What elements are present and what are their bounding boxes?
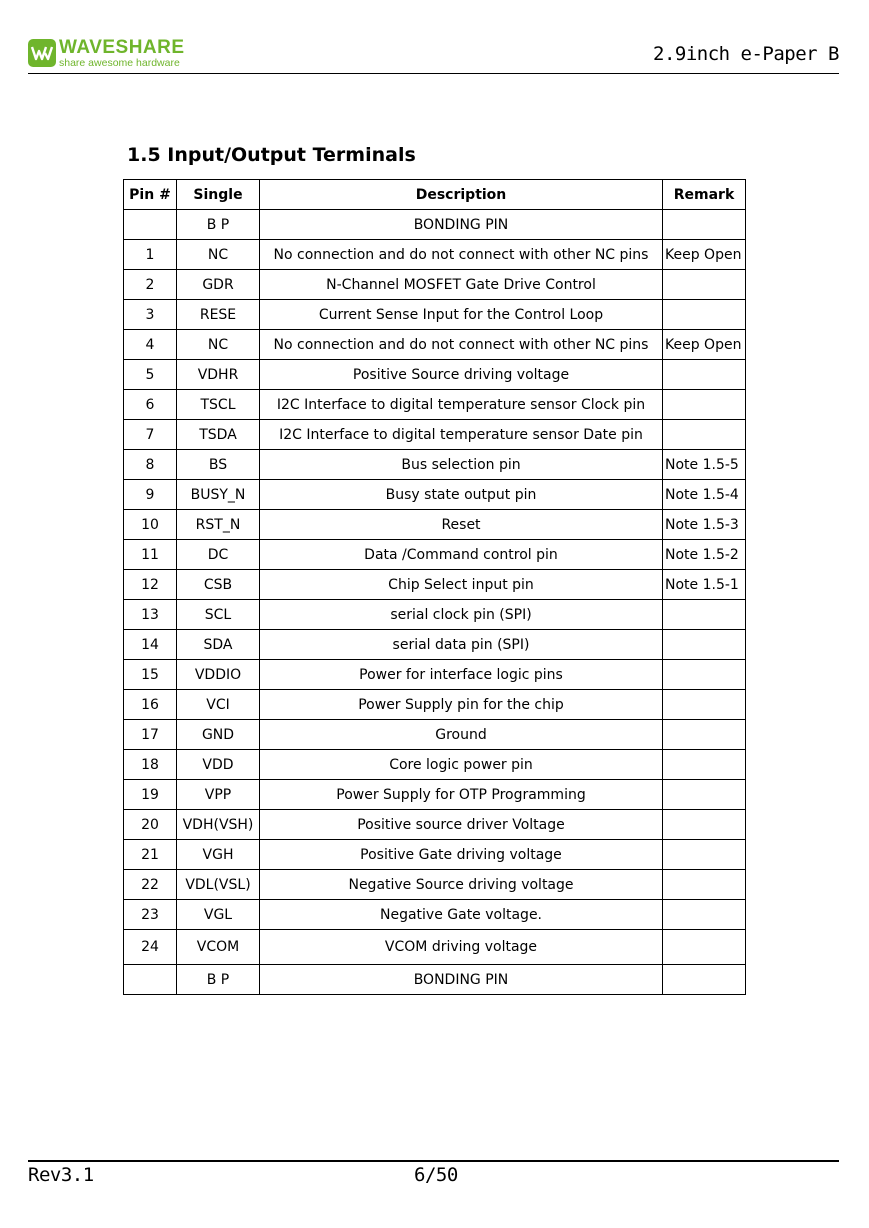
cell-single: VCI	[177, 690, 260, 720]
table-row	[124, 360, 746, 390]
table-row	[124, 420, 746, 450]
cell-single: B P	[177, 965, 260, 995]
logo-tagline: share awesome hardware	[59, 57, 180, 69]
cell-pin: 9	[124, 480, 177, 510]
table-row	[124, 450, 746, 480]
cell-remark: Keep Open	[663, 240, 746, 270]
table-row	[124, 600, 746, 630]
table-row	[124, 900, 746, 930]
cell-pin: 14	[124, 630, 177, 660]
cell-remark	[663, 810, 746, 840]
pin-table	[123, 179, 746, 995]
cell-description: Ground	[260, 720, 663, 750]
cell-remark: Note 1.5-3	[663, 510, 746, 540]
pin-table-body	[124, 210, 746, 995]
table-row	[124, 870, 746, 900]
cell-description: Power for interface logic pins	[260, 660, 663, 690]
cell-remark: Note 1.5-4	[663, 480, 746, 510]
table-row	[124, 330, 746, 360]
cell-single: NC	[177, 330, 260, 360]
cell-pin: 20	[124, 810, 177, 840]
cell-description: Bus selection pin	[260, 450, 663, 480]
table-row	[124, 690, 746, 720]
column-header-remark: Remark	[663, 180, 746, 210]
cell-single: VPP	[177, 780, 260, 810]
cell-remark: Note 1.5-2	[663, 540, 746, 570]
table-row	[124, 270, 746, 300]
cell-pin: 15	[124, 660, 177, 690]
cell-pin: 19	[124, 780, 177, 810]
table-header-row	[124, 180, 746, 210]
cell-pin: 24	[124, 930, 177, 965]
cell-remark	[663, 780, 746, 810]
cell-single: NC	[177, 240, 260, 270]
cell-remark	[663, 600, 746, 630]
cell-description: Positive Source driving voltage	[260, 360, 663, 390]
cell-pin: 16	[124, 690, 177, 720]
cell-remark	[663, 930, 746, 965]
cell-description: No connection and do not connect with other NC pins	[260, 330, 663, 360]
cell-remark: Keep Open	[663, 330, 746, 360]
cell-description: VCOM driving voltage	[260, 930, 663, 965]
cell-single: B P	[177, 210, 260, 240]
cell-pin: 22	[124, 870, 177, 900]
cell-remark	[663, 360, 746, 390]
cell-description: Positive source driver Voltage	[260, 810, 663, 840]
cell-pin: 18	[124, 750, 177, 780]
cell-pin: 1	[124, 240, 177, 270]
section-title: 1.5 Input/Output Terminals	[127, 144, 416, 166]
cell-pin: 8	[124, 450, 177, 480]
cell-single: RESE	[177, 300, 260, 330]
cell-description: Core logic power pin	[260, 750, 663, 780]
page-number: 6/50	[414, 1164, 458, 1186]
cell-remark	[663, 630, 746, 660]
cell-pin: 4	[124, 330, 177, 360]
cell-remark	[663, 210, 746, 240]
cell-remark	[663, 390, 746, 420]
cell-description: BONDING PIN	[260, 965, 663, 995]
cell-remark	[663, 270, 746, 300]
cell-pin: 2	[124, 270, 177, 300]
logo-name: WAVESHARE	[59, 37, 185, 58]
cell-single: TSCL	[177, 390, 260, 420]
cell-remark	[663, 750, 746, 780]
cell-single: BUSY_N	[177, 480, 260, 510]
cell-single: BS	[177, 450, 260, 480]
cell-single: GND	[177, 720, 260, 750]
cell-pin	[124, 210, 177, 240]
cell-pin: 5	[124, 360, 177, 390]
page-header	[28, 35, 839, 74]
revision-label: Rev3.1	[28, 1164, 94, 1186]
cell-single: VGH	[177, 840, 260, 870]
document-title: 2.9inch e-Paper B	[653, 43, 839, 65]
table-row	[124, 810, 746, 840]
cell-description: Current Sense Input for the Control Loop	[260, 300, 663, 330]
cell-description: Positive Gate driving voltage	[260, 840, 663, 870]
table-row	[124, 630, 746, 660]
cell-single: VDH(VSH)	[177, 810, 260, 840]
table-row	[124, 300, 746, 330]
cell-description: BONDING PIN	[260, 210, 663, 240]
column-header-single: Single	[177, 180, 260, 210]
cell-description: N-Channel MOSFET Gate Drive Control	[260, 270, 663, 300]
cell-single: DC	[177, 540, 260, 570]
cell-description: Data /Command control pin	[260, 540, 663, 570]
cell-single: VCOM	[177, 930, 260, 965]
cell-description: I2C Interface to digital temperature sensor Date pin	[260, 420, 663, 450]
cell-pin: 10	[124, 510, 177, 540]
cell-single: SDA	[177, 630, 260, 660]
cell-pin: 21	[124, 840, 177, 870]
cell-description: Busy state output pin	[260, 480, 663, 510]
cell-pin	[124, 965, 177, 995]
table-row	[124, 510, 746, 540]
cell-pin: 11	[124, 540, 177, 570]
cell-remark	[663, 300, 746, 330]
cell-single: VDDIO	[177, 660, 260, 690]
cell-single: VDL(VSL)	[177, 870, 260, 900]
column-header-pin: Pin #	[124, 180, 177, 210]
cell-remark	[663, 870, 746, 900]
cell-remark	[663, 690, 746, 720]
cell-pin: 17	[124, 720, 177, 750]
table-row	[124, 210, 746, 240]
cell-description: No connection and do not connect with other NC pins	[260, 240, 663, 270]
column-header-description: Description	[260, 180, 663, 210]
cell-single: CSB	[177, 570, 260, 600]
table-row	[124, 660, 746, 690]
cell-single: VGL	[177, 900, 260, 930]
table-row	[124, 930, 746, 965]
table-row	[124, 780, 746, 810]
cell-single: RST_N	[177, 510, 260, 540]
table-row	[124, 750, 746, 780]
cell-description: Chip Select input pin	[260, 570, 663, 600]
cell-single: GDR	[177, 270, 260, 300]
table-row	[124, 480, 746, 510]
cell-pin: 7	[124, 420, 177, 450]
cell-description: serial data pin (SPI)	[260, 630, 663, 660]
table-row	[124, 390, 746, 420]
cell-single: VDHR	[177, 360, 260, 390]
cell-remark	[663, 840, 746, 870]
cell-description: serial clock pin (SPI)	[260, 600, 663, 630]
table-row	[124, 540, 746, 570]
table-row	[124, 720, 746, 750]
table-row	[124, 965, 746, 995]
table-row	[124, 570, 746, 600]
cell-pin: 13	[124, 600, 177, 630]
cell-pin: 12	[124, 570, 177, 600]
page-footer	[28, 1160, 839, 1192]
cell-description: Power Supply pin for the chip	[260, 690, 663, 720]
cell-remark	[663, 720, 746, 750]
table-row	[124, 240, 746, 270]
cell-description: Reset	[260, 510, 663, 540]
cell-description: I2C Interface to digital temperature sensor Clock pin	[260, 390, 663, 420]
table-row	[124, 840, 746, 870]
waveshare-logo-icon	[28, 39, 56, 67]
cell-description: Negative Gate voltage.	[260, 900, 663, 930]
cell-single: VDD	[177, 750, 260, 780]
cell-pin: 3	[124, 300, 177, 330]
cell-description: Negative Source driving voltage	[260, 870, 663, 900]
cell-single: SCL	[177, 600, 260, 630]
cell-pin: 6	[124, 390, 177, 420]
cell-single: TSDA	[177, 420, 260, 450]
cell-pin: 23	[124, 900, 177, 930]
cell-remark	[663, 965, 746, 995]
cell-remark: Note 1.5-5	[663, 450, 746, 480]
cell-remark: Note 1.5-1	[663, 570, 746, 600]
cell-description: Power Supply for OTP Programming	[260, 780, 663, 810]
cell-remark	[663, 420, 746, 450]
cell-remark	[663, 900, 746, 930]
cell-remark	[663, 660, 746, 690]
